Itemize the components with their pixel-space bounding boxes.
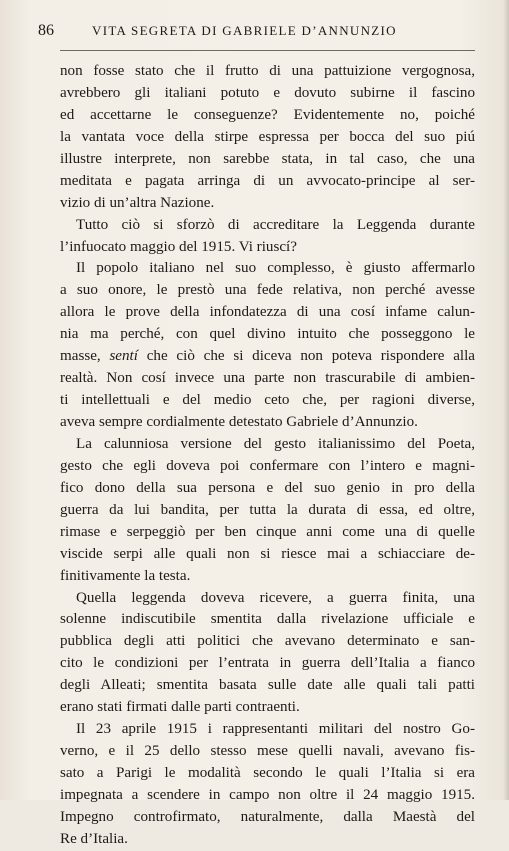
text-line: rimase e serpeggiò per ben cinque anni come una di quelle — [60, 523, 475, 540]
text-line: ti intellettuali e del medio ceto che, per ragioni diverse, — [60, 392, 475, 409]
text-line: guerra da lui bandita, per tutta la durata di essa, ed oltre, — [60, 501, 475, 518]
text-line: vizio di un’altra Nazione. — [60, 194, 215, 211]
text-line: l’infuocato maggio del 1915. Vi riuscí? — [60, 238, 297, 255]
text-line: Re d’Italia. — [60, 830, 128, 847]
text-line: nia ma perché, con quel divino intuito che posseggono le — [60, 326, 475, 343]
text-line: a suo onore, le prestò una fede relativa, non perché avesse — [60, 282, 475, 299]
paragraph — [60, 258, 475, 434]
page-number: 86 — [38, 22, 54, 39]
running-title: VITA SEGRETA DI GABRIELE D’ANNUNZIO — [92, 23, 397, 38]
paragraph — [60, 719, 475, 851]
text-line: pubblica degli atti politici che avevano determinato e san- — [60, 633, 475, 650]
header-rule — [60, 50, 475, 51]
text-line: solenne indiscutibile smentita dalla rivelazione ufficiale e — [60, 611, 475, 628]
text-line: la vantata voce della stirpe espressa per bocca del suo piú — [60, 128, 475, 145]
body-text — [60, 61, 475, 851]
text-line: gesto che egli doveva poi confermare con l’intero e magni- — [60, 457, 475, 474]
text-line: erano stati firmati dalle parti contraenti. — [60, 699, 300, 716]
paragraph — [60, 215, 475, 259]
text-line: impegnata a scendere in campo non oltre il 24 maggio 1915. — [60, 786, 475, 803]
text-line: illustre interprete, non sarebbe stata, in tal caso, che una — [60, 150, 475, 167]
text-line: Il popolo italiano nel suo complesso, è giusto affermarlo — [76, 260, 475, 277]
text-line: aveva sempre cordialmente detestato Gabriele d’Annunzio. — [60, 414, 418, 430]
paragraph — [60, 61, 475, 215]
text-line: Quella leggenda doveva ricevere, a guerra finita, una — [76, 589, 475, 606]
text-line: La calunniosa versione del gesto italianissimo del Poeta, — [76, 435, 475, 452]
text-line: masse, sentí che ciò che si diceva non poteva rispondere alla — [60, 348, 475, 365]
text-line: meditata e pagata arringa di un avvocato-principe al ser- — [60, 172, 475, 189]
paragraph — [60, 434, 475, 588]
text-line: Tutto ciò si sforzò di accreditare la Leggenda durante — [76, 216, 475, 233]
text-line: finitivamente la testa. — [60, 567, 191, 584]
page-header — [38, 22, 475, 46]
paragraph — [60, 588, 475, 720]
text-line: fico dono della sua persona e del suo genio in pro della — [60, 479, 475, 496]
text-line: viscide serpi alle quali non si riesce mai a schiacciare de- — [60, 545, 475, 562]
text-line: ed accettarne le conseguenze? Evidentemente no, poiché — [60, 106, 475, 123]
text-line: cito le condizioni per l’entrata in guerra dell’Italia a fianco — [60, 655, 475, 672]
text-line: Impegno controfirmato, naturalmente, dalla Maestà del — [60, 808, 475, 825]
text-line: degli Alleati; smentita basata sulle date alle quali tali patti — [60, 677, 475, 694]
text-line: realtà. Non cosí invece una parte non trascurabile di ambien- — [60, 370, 475, 387]
text-line: Il 23 aprile 1915 i rappresentanti militari del nostro Go- — [76, 721, 475, 738]
text-line: allora le prove della infondatezza di una cosí infame calun- — [60, 304, 475, 321]
text-line: avrebbero gli italiani potuto e dovuto subirne il fascino — [60, 84, 475, 101]
page-edge — [503, 0, 509, 800]
text-line: verno, e il 25 dello stesso mese quelli navali, avevano fis- — [60, 743, 475, 760]
text-line: sato a Parigi le modalità secondo le quali l’Italia si era — [60, 765, 475, 781]
text-line: non fosse stato che il frutto di una pattuizione vergognosa, — [60, 63, 475, 79]
